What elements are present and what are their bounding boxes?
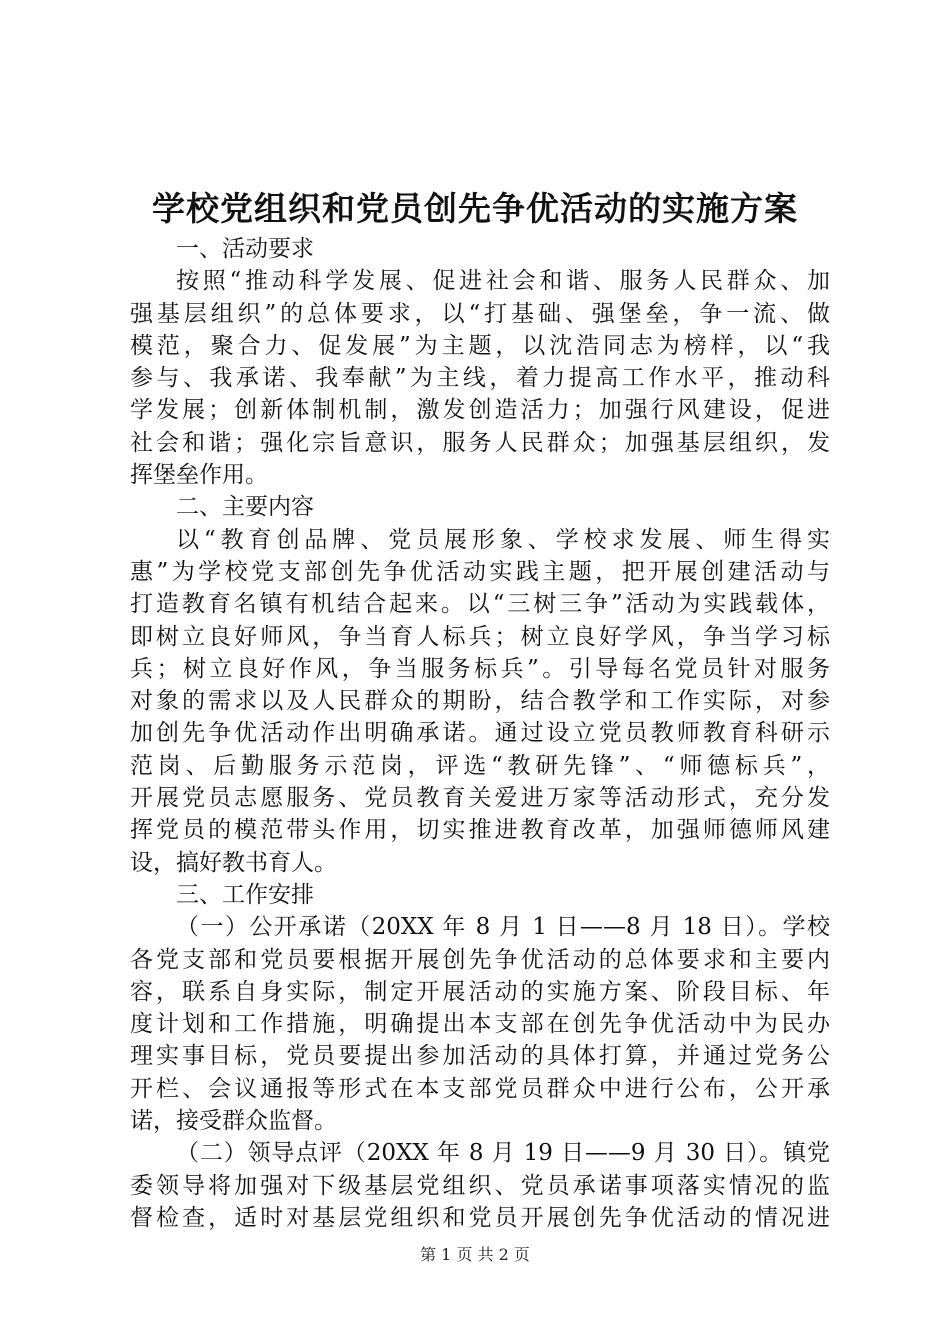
page-footer: 第 1 页 共 2 页 xyxy=(420,1245,530,1264)
paragraph-line: 兵；树立良好作风，争当服务标兵”。引导每名党员针对服务 xyxy=(130,655,830,682)
paragraph-line: 诺，接受群众监督。 xyxy=(130,1108,337,1135)
paragraph-line: （二）领导点评（20XX 年 8 月 19 日——9 月 30 日）。镇党 xyxy=(176,1140,830,1167)
paragraph-line: 社会和谐；强化宗旨意识，服务人民群众；加强基层组织，发 xyxy=(130,429,830,456)
document-title: 学校党组织和党员创先争优活动的实施方案 xyxy=(152,189,798,228)
paragraph-line: 度计划和工作措施，明确提出本支部在创先争优活动中为民办 xyxy=(130,1011,830,1038)
section-heading: 三、工作安排 xyxy=(176,881,314,908)
paragraph-line: 学发展；创新体制机制，激发创造活力；加强行风建设，促进 xyxy=(130,397,830,424)
paragraph-line: 容，联系自身实际，制定开展活动的实施方案、阶段目标、年 xyxy=(130,978,830,1005)
paragraph-line: 按照“推动科学发展、促进社会和谐、服务人民群众、加 xyxy=(176,268,830,295)
paragraph-line: 惠”为学校党支部创先争优活动实践主题，把开展创建活动与 xyxy=(130,558,830,585)
paragraph-line: 督检查，适时对基层党组织和党员开展创先争优活动的情况进 xyxy=(130,1204,830,1231)
paragraph-line: 范岗、后勤服务示范岗，评选“教研先锋”、“师德标兵”， xyxy=(130,752,830,779)
paragraph-line: 以“教育创品牌、党员展形象、学校求发展、师生得实 xyxy=(176,526,830,553)
paragraph-line: 即树立良好师风，争当育人标兵；树立良好学风，争当学习标 xyxy=(130,623,830,650)
paragraph-line: 挥党员的模范带头作用，切实推进教育改革，加强师德师风建 xyxy=(130,817,830,844)
paragraph-line: 加创先争优活动作出明确承诺。通过设立党员教师教育科研示 xyxy=(130,720,830,747)
paragraph-line: 强基层组织”的总体要求，以“打基础、强堡垒，争一流、做 xyxy=(130,300,830,327)
paragraph-line: （一）公开承诺（20XX 年 8 月 1 日——8 月 18 日）。学校 xyxy=(176,914,830,941)
paragraph-line: 开栏、会议通报等形式在本支部党员群众中进行公布，公开承 xyxy=(130,1075,830,1102)
section-heading: 二、主要内容 xyxy=(176,494,314,521)
paragraph-line: 委领导将加强对下级基层党组织、党员承诺事项落实情况的监 xyxy=(130,1172,830,1199)
paragraph-line: 设，搞好教书育人。 xyxy=(130,849,337,876)
section-heading: 一、活动要求 xyxy=(176,236,314,262)
paragraph-line: 参与、我承诺、我奉献”为主线，着力提高工作水平，推动科 xyxy=(130,365,830,392)
paragraph-line: 理实事目标，党员要提出参加活动的具体打算，并通过党务公 xyxy=(130,1043,830,1070)
paragraph-line: 开展党员志愿服务、党员教育关爱进万家等活动形式，充分发 xyxy=(130,785,830,812)
paragraph-line: 各党支部和党员要根据开展创先争优活动的总体要求和主要内 xyxy=(130,946,830,973)
paragraph-line: 模范，聚合力、促发展”为主题，以沈浩同志为榜样，以“我 xyxy=(130,332,830,359)
paragraph-line: 对象的需求以及人民群众的期盼，结合教学和工作实际，对参 xyxy=(130,688,830,715)
paragraph-line: 挥堡垒作用。 xyxy=(130,462,268,489)
document-body xyxy=(130,233,830,1234)
paragraph-line: 打造教育名镇有机结合起来。以“三树三争”活动为实践载体， xyxy=(130,591,830,618)
